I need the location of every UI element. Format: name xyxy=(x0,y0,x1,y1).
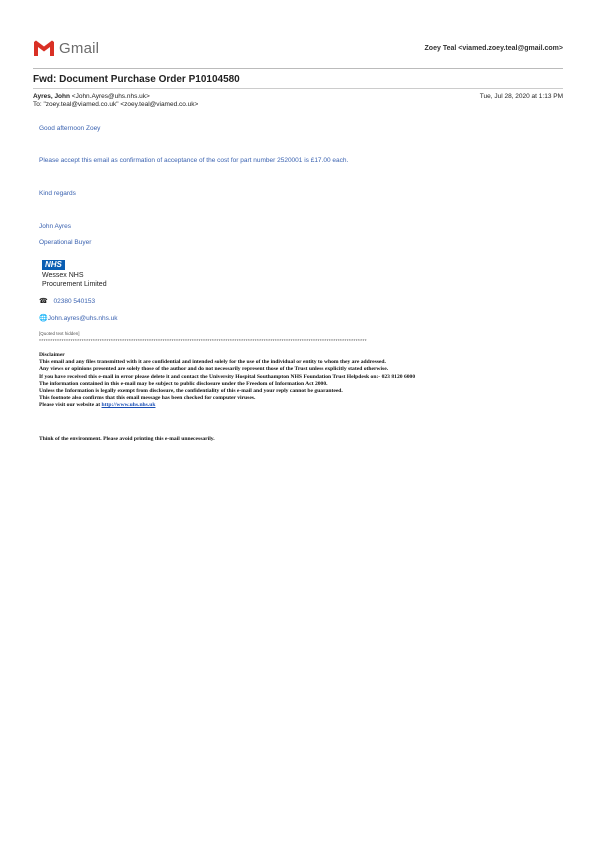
signature-web xyxy=(39,314,118,322)
recipient-line: To: "zoey.teal@viamed.co.uk" <zoey.teal@viamed.co.uk> xyxy=(33,101,199,108)
disclaimer-line: This email and any files transmitted with it are confidential and intended solely for the use of the individual or entity to whom they are addressed. xyxy=(39,359,386,366)
globe-icon: 🌐 xyxy=(39,315,48,322)
disclaimer-line: This footnote also confirms that this email message has been checked for computer viruses. xyxy=(39,395,256,402)
disclaimer-line: Unless the Information is legally exempt from disclosure, the confidentiality of this e-mail and your reply cannot be guaranteed. xyxy=(39,388,343,395)
sender-line xyxy=(33,93,150,100)
phone-number: 02380 540153 xyxy=(53,298,96,305)
gmail-wordmark: Gmail xyxy=(59,40,100,57)
disclaimer-block xyxy=(39,352,559,410)
website-link[interactable]: http://www.uhs.nhs.uk xyxy=(101,402,156,409)
disclaimer-line: Any views or opinions presented are solely those of the author and do not necessarily represent those of the Trust unless explicitly stated otherwise. xyxy=(39,366,389,373)
disclaimer-line: The information contained in this e-mail may be subject to public disclosure under the Freedom of Information Act 2000. xyxy=(39,380,328,387)
phone-icon: ☎ xyxy=(39,298,48,305)
disclaimer-line: If you have received this e-mail in error please delete it and contact the University Hospital Southampton NHS Foundation Trust Helpdesk on:- 023 8120 6000 xyxy=(39,373,416,380)
separator-stars: ************************************************************************************************************************************************** xyxy=(39,339,367,345)
email-subject: Fwd: Document Purchase Order P10104580 xyxy=(33,74,240,85)
email-greeting: Good afternoon Zoey xyxy=(39,125,101,132)
signature-role: Operational Buyer xyxy=(39,239,92,246)
nhs-badge: NHS xyxy=(42,260,65,270)
account-label: Zoey Teal <viamed.zoey.teal@gmail.com> xyxy=(424,45,563,52)
email-body-text: Please accept this email as confirmation of acceptance of the cost for part number 2520001 is £17.00 each. xyxy=(39,157,349,164)
signature-name: John Ayres xyxy=(39,223,72,230)
quoted-text-toggle[interactable]: [Quoted text hidden] xyxy=(39,331,80,336)
gmail-m-icon xyxy=(33,39,55,57)
environment-note: Think of the environment. Please avoid printing this e-mail unnecessarily. xyxy=(39,436,215,442)
org-name-line2: Procurement Limited xyxy=(42,280,107,288)
email-date: Tue, Jul 28, 2020 at 1:13 PM xyxy=(479,93,563,100)
nhs-logo xyxy=(42,254,107,289)
sender-address: <John.Ayres@uhs.nhs.uk> xyxy=(71,93,150,100)
disclaimer-title: Disclaimer xyxy=(39,352,65,358)
sender-name: Ayres, John xyxy=(33,93,70,100)
subject-divider xyxy=(33,88,563,89)
email-signoff: Kind regards xyxy=(39,190,76,197)
signature-email-link[interactable]: John.ayres@uhs.nhs.uk xyxy=(47,315,118,322)
signature-phone xyxy=(39,297,95,305)
header-divider xyxy=(33,68,563,69)
org-name-line1: Wessex NHS xyxy=(42,272,84,279)
website-line xyxy=(39,402,559,409)
website-prefix: Please visit our website at xyxy=(39,402,101,409)
